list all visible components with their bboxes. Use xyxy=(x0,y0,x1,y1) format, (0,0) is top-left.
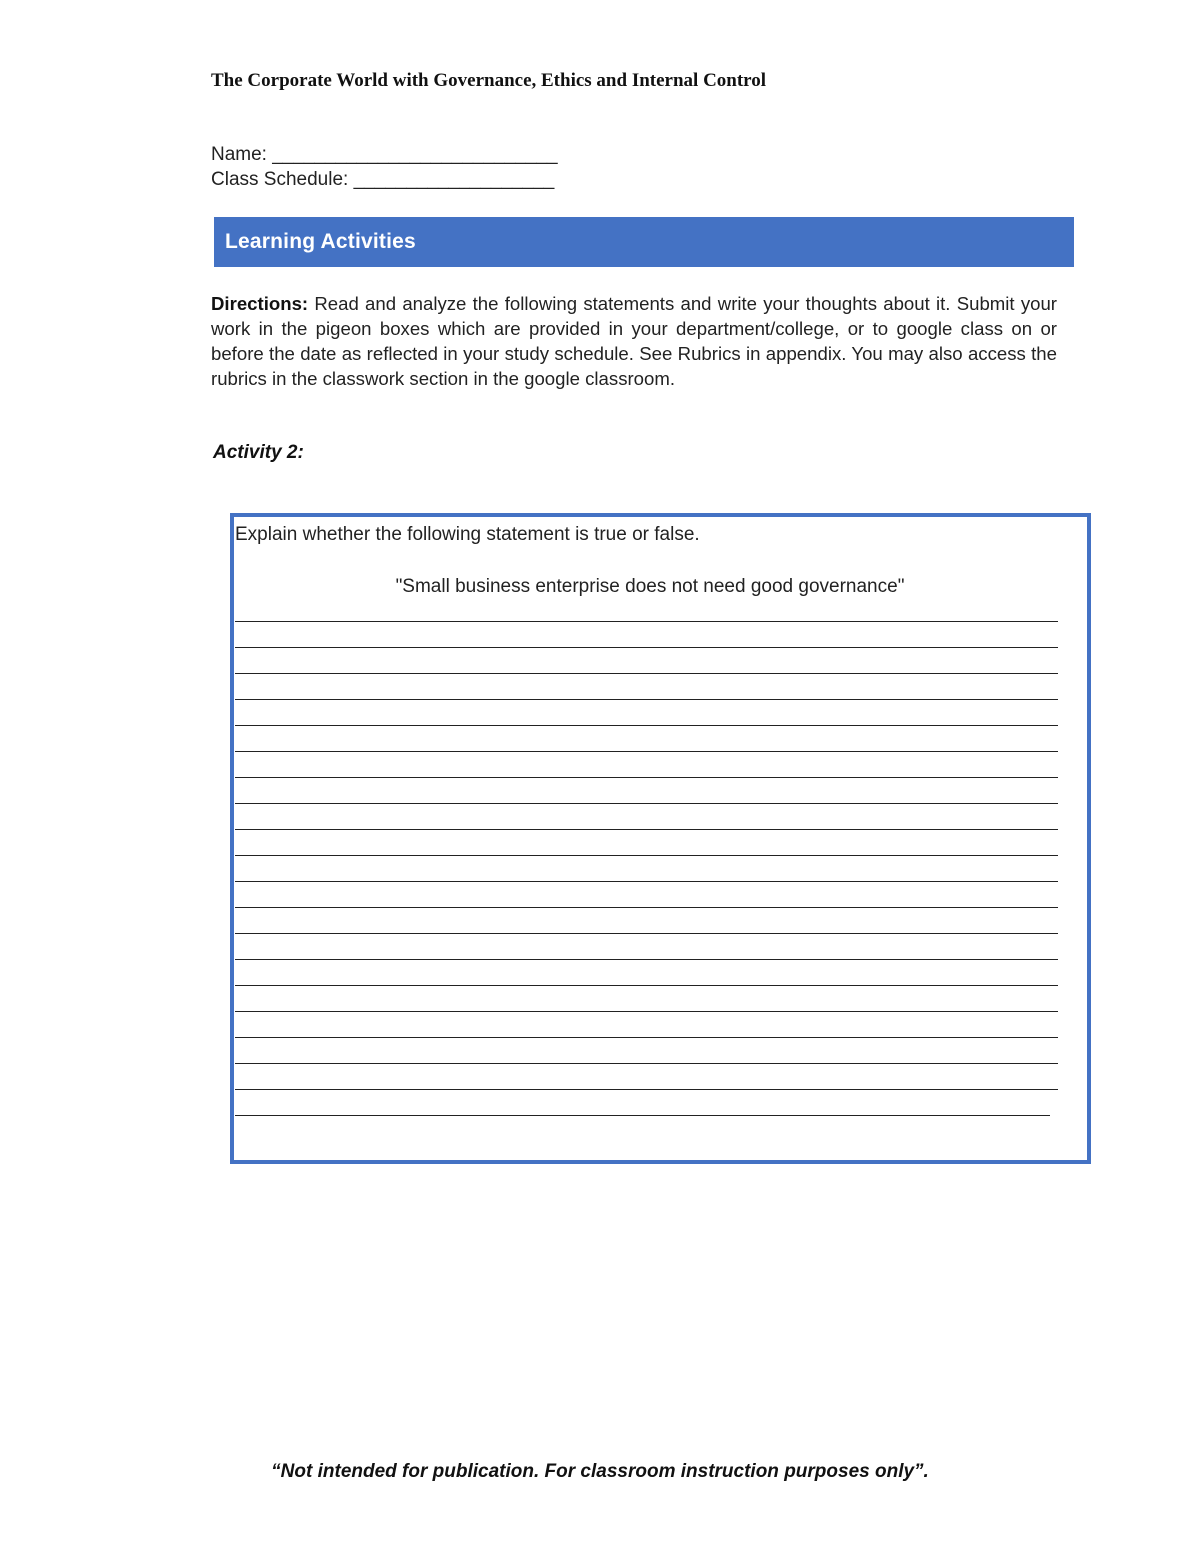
document-title: The Corporate World with Governance, Ethics and Internal Control xyxy=(211,70,767,91)
answer-line[interactable] xyxy=(235,647,1058,648)
answer-line[interactable] xyxy=(235,985,1058,986)
answer-line[interactable] xyxy=(235,1115,1050,1116)
answer-line[interactable] xyxy=(235,829,1058,830)
answer-line[interactable] xyxy=(235,959,1058,960)
class-schedule-field: Class Schedule: ___________________ xyxy=(211,169,555,190)
answer-line[interactable] xyxy=(235,699,1058,700)
name-field: Name: ___________________________ xyxy=(211,144,558,165)
activity-prompt: Explain whether the following statement is true or false. xyxy=(235,524,700,545)
answer-line[interactable] xyxy=(235,777,1058,778)
section-banner-label: Learning Activities xyxy=(225,230,416,253)
activity-statement: "Small business enterprise does not need good governance" xyxy=(395,576,905,597)
answer-line[interactable] xyxy=(235,1037,1058,1038)
activity-title: Activity 2: xyxy=(213,442,304,463)
directions-text: Read and analyze the following statements and write your thoughts about it. Submit your work in the pigeon boxes which are provided in your department/college, or to google class on or before the date as reflected in your study schedule. See Rubrics in appendix. You may also access the rubrics in the classwork section in the google classroom. xyxy=(211,293,1057,389)
footer-disclaimer: “Not intended for publication. For classroom instruction purposes only”. xyxy=(271,1461,929,1482)
answer-line[interactable] xyxy=(235,621,1058,622)
directions-paragraph xyxy=(211,291,1057,391)
answer-line[interactable] xyxy=(235,751,1058,752)
answer-line[interactable] xyxy=(235,855,1058,856)
answer-line[interactable] xyxy=(235,907,1058,908)
directions-label: Directions: xyxy=(211,293,309,314)
answer-line[interactable] xyxy=(235,725,1058,726)
answer-line[interactable] xyxy=(235,803,1058,804)
answer-line[interactable] xyxy=(235,1089,1058,1090)
section-banner xyxy=(214,217,1074,267)
answer-line[interactable] xyxy=(235,1063,1058,1064)
answer-line[interactable] xyxy=(235,881,1058,882)
answer-box[interactable] xyxy=(230,513,1091,1164)
answer-line[interactable] xyxy=(235,673,1058,674)
answer-line[interactable] xyxy=(235,1011,1058,1012)
answer-line[interactable] xyxy=(235,933,1058,934)
